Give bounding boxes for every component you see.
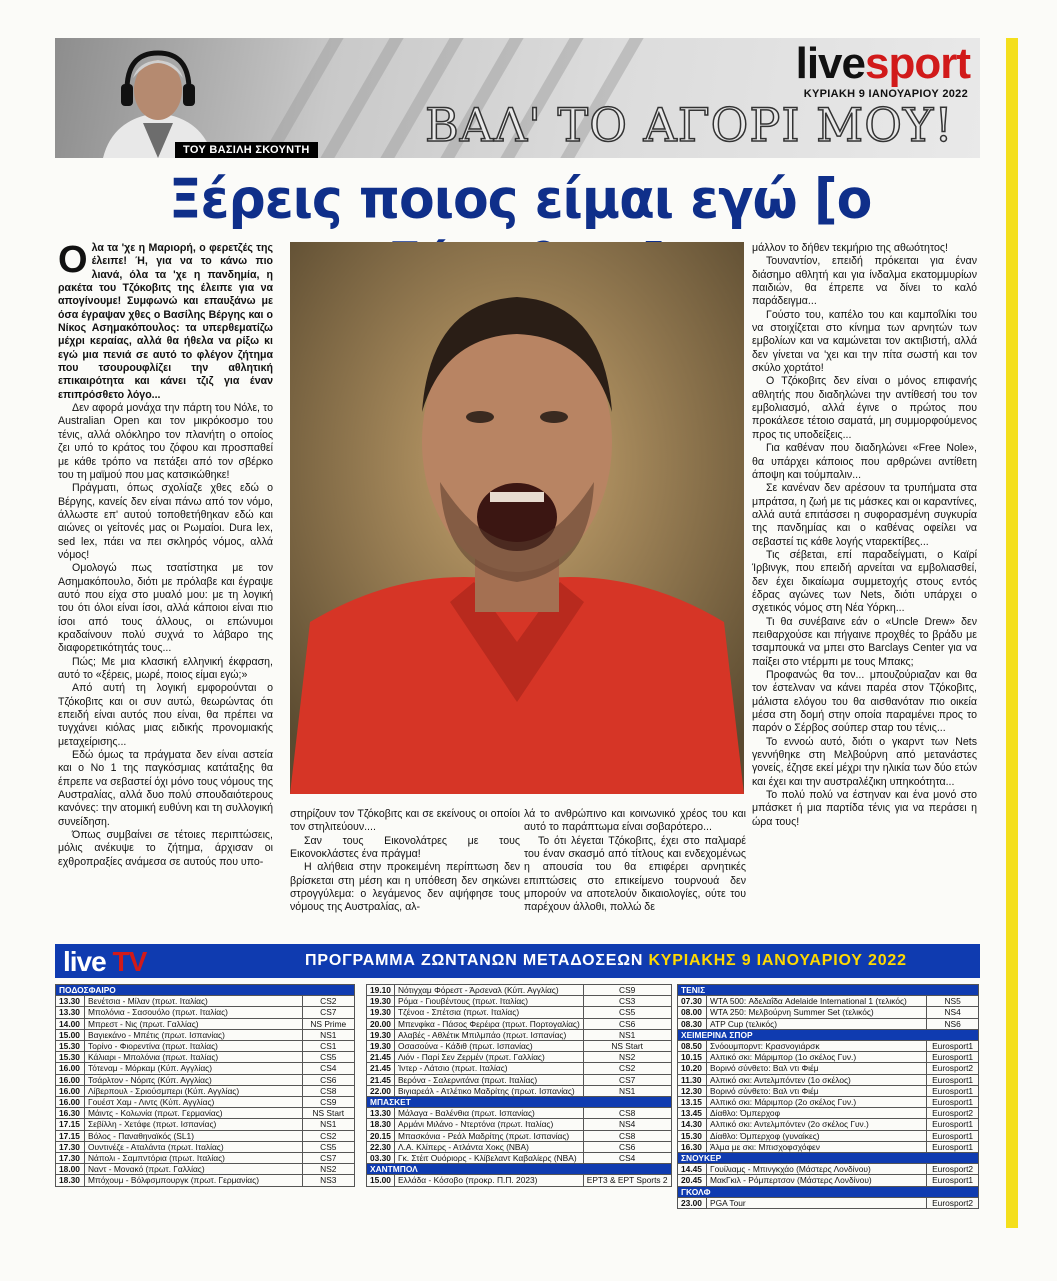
paragraph: Τι θα συνέβαινε εάν ο «Uncle Drew» δεν πειθαρχούσε και πήγαινε προχθές το βράδυ με τσαμπουκά να μπει στο Barclays Center για να παίξει στο ντέρμπι με τους Μπακς; [752,615,977,668]
listing-time: 21.45 [367,1074,395,1085]
listing-channel: Eurosport1 [927,1074,979,1085]
tv-listing-row [678,1018,979,1029]
tv-listing-row [678,1052,979,1063]
tv-listing-row [367,1153,672,1164]
listing-event: Αρμάνι Μιλάνο - Ντερτόνα (πρωτ. Ιταλίας) [394,1119,583,1130]
category-label: ΓΚΟΛΦ [678,1186,979,1197]
paragraph: Τις σέβεται, επί παραδείγματι, ο Καϊρί Ίρβινγκ, που επειδή αρνείται να εμβολιασθεί, δεν έχει δικαίωμα συμμετοχής στους εντός έδρας αγώνες των Nets, διότι υπάρχει ο σχετικός νόμος στη Νέα Υόρκη... [752,548,977,615]
tv-listing-row [56,1052,355,1063]
listing-event: Λ.Α. Κλίπερς - Ατλάντα Χοκς (NBA) [394,1141,583,1152]
listing-channel: Eurosport1 [927,1041,979,1052]
tv-listing-row [367,1074,672,1085]
paragraph: Για καθέναν που διαδηλώνει «Free Nole», θα υπάρχει κάποιος που αρθρώνει αντίθετη άποψη και τούμπαλιν... [752,442,977,481]
listing-event: Αλπικό σκι: Μάριμπορ (2ο σκέλος Γυν.) [707,1097,927,1108]
article-column-3 [524,808,746,915]
livetv-logo: live TV [63,946,147,977]
listing-time: 16.30 [56,1108,85,1119]
tv-listing-row [56,1141,355,1152]
listing-event: Τότεναμ - Μόρκαμ (Κύπ. Αγγλίας) [85,1063,303,1074]
listing-event: Γκ. Στέιτ Ουόριορς - Κλίβελαντ Καβαλίερς (NBA) [394,1153,583,1164]
listing-time: 15.30 [56,1041,85,1052]
listing-event: Λίβερπουλ - Σριούσμπερι (Κύπ. Αγγλίας) [85,1085,303,1096]
listing-channel: Eurosport2 [927,1164,979,1175]
tv-listing-row [367,1029,672,1040]
listing-channel: CS1 [302,1041,354,1052]
listing-time: 22.30 [367,1141,395,1152]
listing-channel: CS7 [302,1007,354,1018]
paragraph: Ολα τα 'χε η Μαριορή, ο φερετζές της έλειπε! Ή, για να το κάνω πιο λιανά, όλα τα 'χε η πανδημία, η ρακέτα του Τζόκοβιτς της έλειπε για να απογίνουμε! Συμφωνώ και επαυξάνω με όσα έγραψαν χθες ο Βασίλης Βέργης και ο Νίκος Ασημακόπουλος: τα υπερθεματίζω μέχρι κεραίας, αλλά θα ήθελα να ρίξω κι εγώ μια πενιά σε αυτό το φλέγον ζήτημα που τσουρουφλίζει την αθλητική επικαιρότητα και κάνει τζιζ για έναν επιπρόσθετο λόγο... [58,242,273,401]
listing-time: 08.50 [678,1041,707,1052]
listing-event: ATP Cup (τελικός) [707,1018,927,1029]
tv-listing-row [678,996,979,1007]
tv-listing-row [56,1108,355,1119]
listing-event: Μπολόνια - Σασουόλο (πρωτ. Ιταλίας) [85,1007,303,1018]
listing-event: Ναντ - Μονακό (πρωτ. Γαλλίας) [85,1164,303,1175]
listing-event: WTA 500: Αδελαΐδα Adelaide International 1 (τελικός) [707,996,927,1007]
listing-channel: CS8 [583,1108,671,1119]
listing-time: 13.45 [678,1108,707,1119]
tv-listing-row [56,1130,355,1141]
tv-listing-row [56,1041,355,1052]
listing-time: 19.10 [367,985,395,996]
paragraph: Όπως συμβαίνει σε τέτοιες περιπτώσεις, μόλις ανέκυψε το ζήτημα, άρχισαν οι εχθροπραξίες ανάμεσα σε αυτούς που υπο- [58,829,273,868]
paragraph: Η αλήθεια στην προκειμένη περίπτωση δεν βρίσκεται στη μέση και η υπόθεση δεν σηκώνει στρογγύλεμα: ο λεγάμενος δεν αψήφησε τους νόμους της Αυστραλίας, αλ- [290,861,520,914]
listing-channel: CS9 [583,985,671,996]
listing-channel: Eurosport1 [927,1119,979,1130]
listing-event: WTA 250: Μελβούρνη Summer Set (τελικός) [707,1007,927,1018]
tv-listing-row [678,1097,979,1108]
tv-category-header [678,1153,979,1164]
listing-time: 18.00 [56,1164,85,1175]
listing-event: Δίαθλο: Όμπερχοφ [707,1108,927,1119]
tv-listing-row [678,1041,979,1052]
listing-event: Σνόουμπορντ: Κρασνογιάρσκ [707,1041,927,1052]
listing-channel: Eurosport1 [927,1130,979,1141]
listing-event: Βορινό σύνθετο: Βαλ ντι Φιέμ [707,1085,927,1096]
tv-category-header [367,1164,672,1175]
listing-time: 10.20 [678,1063,707,1074]
listing-event: ΜακΓκιλ - Ρόμπερτσον (Μάστερς Λονδίνου) [707,1175,927,1186]
listing-time: 17.30 [56,1153,85,1164]
listing-event: Αλπικό σκι: Μάριμπορ (1ο σκέλος Γυν.) [707,1052,927,1063]
tv-category-header [678,1186,979,1197]
tv-listing-row [678,1119,979,1130]
listing-time: 23.00 [678,1197,707,1208]
paragraph: Ο Τζόκοβιτς δεν είναι ο μόνος επιφανής αθλητής που διαδηλώνει την αντίθεσή του τον εμβολιασμό, αλλά έγινε ο πρώτος που προκάλεσε τέτοιο σαματά, μη συμμορφούμενος προς τις υποδείξεις... [752,375,977,441]
listing-time: 22.00 [367,1085,395,1096]
category-label: ΤΕΝΙΣ [678,985,979,996]
listing-time: 19.30 [367,996,395,1007]
listing-event: Γουίλιαμς - Μπινγκχάο (Μάστερς Λονδίνου) [707,1164,927,1175]
listing-channel: NS1 [583,1029,671,1040]
tv-listing-row [678,1130,979,1141]
listing-time: 19.30 [367,1029,395,1040]
tv-listing-row [367,1041,672,1052]
listing-time: 19.30 [367,1041,395,1052]
listing-time: 07.30 [678,996,707,1007]
tv-listing-row [678,1085,979,1096]
listing-channel: NS1 [302,1029,354,1040]
paragraph: Σε κανέναν δεν αρέσουν τα τρυπήματα στα μπράτσα, η ζωή με τις μάσκες και οι καραντίνες, αλλά αυτά επιτάσσει η συφορασμένη συγκυρία της πανδημίας και ο καθένας οφείλει να σεβαστεί τις κάθε λογής νταρεκτίβες... [752,482,977,548]
listing-channel: CS4 [302,1063,354,1074]
listing-event: Βερόνα - Σαλερνιτάνα (πρωτ. Ιταλίας) [394,1074,583,1085]
listing-time: 13.15 [678,1097,707,1108]
listing-channel: CS6 [583,1141,671,1152]
listing-time: 17.15 [56,1119,85,1130]
listing-channel: Eurosport2 [927,1063,979,1074]
tv-category-header [367,1097,672,1108]
tv-category-header [678,1029,979,1040]
listing-channel: NS Start [302,1108,354,1119]
listing-event: Κάλιαρι - Μπολόνια (πρωτ. Ιταλίας) [85,1052,303,1063]
listing-event: Ελλάδα - Κόσοβο (προκρ. Π.Π. 2023) [394,1175,583,1186]
category-label: ΧΕΙΜΕΡΙΝΑ ΣΠΟΡ [678,1029,979,1040]
listing-channel: NS1 [583,1085,671,1096]
listing-event: Ίντερ - Λάτσιο (πρωτ. Ιταλίας) [394,1063,583,1074]
listing-time: 10.15 [678,1052,707,1063]
tv-listing-row [367,1108,672,1119]
tv-listing-row [56,1153,355,1164]
listing-channel: CS2 [302,996,354,1007]
paragraph: Εδώ όμως τα πράγματα δεν είναι αστεία και ο Νο 1 της παγκόσμιας κατάταξης θα έπρεπε να σεβαστεί όχι μόνο τους νόμους της Αυστραλίας, αλλά δυο πολύ σπουδαιότερους κανόνες: την ατομική ευθύνη και τη συλλογική συνείδηση. [58,749,273,828]
listing-event: Τορίνο - Φιορεντίνα (πρωτ. Ιταλίας) [85,1041,303,1052]
tv-listing-row [367,1141,672,1152]
listing-time: 15.30 [678,1130,707,1141]
listing-event: Σεβίλλη - Χετάφε (πρωτ. Ισπανίας) [85,1119,303,1130]
listing-time: 14.00 [56,1018,85,1029]
article-column-1 [58,242,273,932]
tv-listing-row [678,1175,979,1186]
paragraph: Ομολογώ πως τσατίστηκα με τον Ασημακόπουλο, διότι με πρόλαβε και έγραψε αυτό που είχα στο μυαλό μου: με τη λογική του ότι όλοι είναι ίσοι, αλλά κάποιοι είναι πιο ίσοι από τους άλλους, οι επώνυμοι κραδαίνουν πολύ συχνά το λάβαρο της διαφορετικότητάς τους... [58,562,273,655]
category-label: ΜΠΑΣΚΕΤ [367,1097,672,1108]
paragraph: Πώς; Με μια κλασική ελληνική έκφραση, αυτό το «ξέρεις, μωρέ, ποιος είμαι εγώ;» [58,655,273,681]
tv-listing-row [367,1007,672,1018]
listing-event: Ρόμα - Γιουβέντους (πρωτ. Ιταλίας) [394,996,583,1007]
tv-listing-row [367,1085,672,1096]
listing-channel: NS6 [927,1018,979,1029]
listing-channel: CS5 [583,1007,671,1018]
listing-channel: Eurosport1 [927,1085,979,1096]
tv-listing-row [56,1175,355,1186]
listing-time: 20.00 [367,1018,395,1029]
livesport-logo: livesport [795,39,970,88]
paragraph: Δεν αφορά μονάχα την πάρτη του Νόλε, το Australian Open και τον μικρόκοσμο του τένις, αλλά ολόκληρο τον πλανήτη ο οποίος ζει υπό το κράτος του ζόφου και προσπαθεί με κάθε τρόπο να πετάξει από τον σβέρκο του τη μαϊμού που μας κατσικώθηκε! [58,402,273,481]
paragraph: μάλλον το δήθεν τεκμήριο της αθωότητος! [752,242,948,254]
listing-channel: CS2 [583,1063,671,1074]
tv-listing-row [56,1119,355,1130]
listing-time: 16.00 [56,1097,85,1108]
listing-event: Μάιντς - Κολωνία (πρωτ. Γερμανίας) [85,1108,303,1119]
listing-time: 12.30 [678,1085,707,1096]
column-banner [55,38,980,158]
listing-event: Άλμα με σκι: Μπισχοφσχόφεν [707,1141,927,1152]
drop-cap: Ο [58,242,88,281]
listing-channel: CS5 [302,1141,354,1152]
listing-channel: NS1 [302,1119,354,1130]
tv-category-header [678,985,979,996]
listing-time: 13.30 [367,1108,395,1119]
listing-event: Βόλος - Παναθηναϊκός (SL1) [85,1130,303,1141]
listing-channel: NS4 [583,1119,671,1130]
listing-time: 17.15 [56,1130,85,1141]
listing-channel: Eurosport2 [927,1108,979,1119]
djokovic-photo [290,242,744,794]
listing-channel: CS5 [302,1052,354,1063]
tv-listing-row [367,1119,672,1130]
listing-time: 16.30 [678,1141,707,1152]
listing-event: Μπενφίκα - Πάσος Φερέιρα (πρωτ. Πορτογαλίας) [394,1018,583,1029]
listing-time: 03.30 [367,1153,395,1164]
tv-listing-row [56,1018,355,1029]
tv-listing-row [56,1029,355,1040]
category-label: ΠΟΔΟΣΦΑΙΡΟ [56,985,355,996]
category-label: ΧΑΝΤΜΠΟΛ [367,1164,672,1175]
listing-channel: CS4 [583,1153,671,1164]
tv-listing-row [678,1197,979,1208]
tv-listing-row [367,1063,672,1074]
listing-event: Νότιγχαμ Φόρεστ - Άρσεναλ (Κύπ. Αγγλίας) [394,985,583,996]
paragraph: Σαν τους Εικονολάτρες με τους Εικονοκλάστες ένα πράγμα! [290,834,520,861]
paragraph: Από αυτή τη λογική εμφορούνται ο Τζόκοβιτς και οι συν αυτώ, θεωρώντας ότι επειδή είναι αυτός που είναι, θα πρέπει να τυγχάνει κιόλας μιας ειδικής προνομιακής μεταχείρισης... [58,682,273,748]
tv-listing-row [56,1097,355,1108]
listing-event: Νάπολι - Σαμπντόρια (πρωτ. Ιταλίας) [85,1153,303,1164]
listing-channel: Eurosport2 [927,1197,979,1208]
tv-listing-row [678,1063,979,1074]
column-title: ΒΑΛ' ΤΟ ΑΓΟΡΙ ΜΟΥ! [425,98,954,152]
tv-listing-row [678,1108,979,1119]
listing-event: PGA Tour [707,1197,927,1208]
author-byline: ΤΟΥ ΒΑΣΙΛΗ ΣΚΟΥΝΤΗ [175,142,318,158]
listing-time: 17.30 [56,1141,85,1152]
listing-channel: ΕΡΤ3 & ΕΡΤ Sports 2 [583,1175,671,1186]
tv-listing-row [678,1007,979,1018]
tv-listing-row [678,1141,979,1152]
listing-channel: CS7 [583,1074,671,1085]
tv-listing-row [56,996,355,1007]
listing-channel: CS6 [583,1018,671,1029]
article-column-2 [290,808,520,915]
listing-channel: Eurosport1 [927,1097,979,1108]
listing-time: 11.30 [678,1074,707,1085]
tv-listings-col-1 [55,984,355,1187]
article-headline: Ξέρεις ποιος είμαι εγώ [ο [168,167,872,231]
issue-date: ΚΥΡΙΑΚΗ 9 ΙΑΝΟΥΑΡΙΟΥ 2022 [803,88,968,100]
paragraph: Γούστο του, καπέλο του και καμποΐλίκι του να στοιχίζεται στο κίνημα των αρνητών των εμβολίων και να καμώνεται τον ακτιβιστή, αλλά δεν γίνεται να 'χει και την πίτα σωστή και τον σκύλο χορτάτο! [752,308,977,375]
tv-category-header [56,985,355,996]
tv-listing-row [367,1175,672,1186]
tv-listings-col-2 [366,984,672,1187]
listing-event: Μπρεστ - Νις (πρωτ. Γαλλίας) [85,1018,303,1029]
paragraph: Το εννοώ αυτό, διότι ο γκαρντ των Nets γεννήθηκε στη Μελβούρνη από μετανάστες γονείς, έζησε εκεί μέχρι την ηλικία των δύο ετών και έχει και την αυστραλέζικη υπηκοότητα... [752,735,977,788]
listing-channel: NS2 [302,1164,354,1175]
listing-time: 16.00 [56,1063,85,1074]
paragraph: Τουναντίον, επειδή πρόκειται για έναν διάσημο αθλητή και για ίνδαλμα εκατομμυρίων παιδιών, θα έπρεπε να δίνει το καλό παράδειγμα... [752,255,977,308]
listing-event: Μπόχουμ - Βόλφσμπουργκ (πρωτ. Γερμανίας) [85,1175,303,1186]
listing-time: 08.00 [678,1007,707,1018]
listing-time: 20.45 [678,1175,707,1186]
listing-time: 16.00 [56,1085,85,1096]
listing-channel: CS3 [583,996,671,1007]
listing-time: 13.30 [56,1007,85,1018]
listing-event: Ουντινέζε - Αταλάντα (πρωτ. Ιταλίας) [85,1141,303,1152]
listing-channel: Eurosport1 [927,1175,979,1186]
side-accent-bar [1006,38,1018,1228]
tv-schedule-title: ΠΡΟΓΡΑΜΜΑ ΖΩΝΤΑΝΩΝ ΜΕΤΑΔΟΣΕΩΝ ΚΥΡΙΑΚΗΣ 9 ΙΑΝΟΥΑΡΙΟΥ 2022 [305,952,907,969]
listing-time: 20.15 [367,1130,395,1141]
tv-listing-row [56,1063,355,1074]
listing-channel: NS2 [583,1052,671,1063]
listing-time: 19.30 [367,1007,395,1018]
paragraph: Προφανώς θα τον... μπουζούριαζαν και θα τον έστελναν να κάνει παρέα στον Τζόκοβιτς, μάλιστα ελόγου του θα αισθανόταν πιο οικεία μέσα στη δομή στην οποία παραμένει προς το παρόν ο Σέρβος σούπερ σταρ του τένις... [752,669,977,735]
listing-channel: CS9 [302,1097,354,1108]
category-label: ΣΝΟΥΚΕΡ [678,1153,979,1164]
tv-listings-col-3 [677,984,979,1209]
listing-event: Γουέστ Χαμ - Λιντς (Κύπ. Αγγλίας) [85,1097,303,1108]
paragraph: Το ότι λέγεται Τζόκοβιτς, έχει στο παλμαρέ του έναν σκασμό από τίτλους και ενδεχομένως η απουσία του θα επιφέρει αρνητικές επιπτώσεις στο επικείμενο τουρνουά δεν μπορούν να αποτελούν δικαιολογίες, ούτε του παρέχουν άλλοθι, πολλώ δε [524,834,746,914]
listing-event: Βορινό σύνθετο: Βαλ ντι Φιέμ [707,1063,927,1074]
listing-time: 21.45 [367,1063,395,1074]
listing-event: Μπασκόνια - Ρεάλ Μαδρίτης (πρωτ. Ισπανίας) [394,1130,583,1141]
listing-channel: Eurosport1 [927,1052,979,1063]
listing-channel: NS3 [302,1175,354,1186]
listing-event: Οσασούνα - Κάδιθ (πρωτ. Ισπανίας) [394,1041,583,1052]
article-column-4 [752,242,977,932]
listing-time: 13.30 [56,996,85,1007]
listing-channel: CS8 [302,1085,354,1096]
listing-time: 16.00 [56,1074,85,1085]
listing-time: 14.30 [678,1119,707,1130]
tv-listing-row [678,1074,979,1085]
listing-channel: NS Prime [302,1018,354,1029]
paragraph: στηρίζουν τον Τζόκοβιτς και σε εκείνους οι οποίοι τον στηλιτεύουν.... [290,808,520,834]
listing-time: 15.00 [56,1029,85,1040]
listing-event: Τσάρλτον - Νόριτς (Κύπ. Αγγλίας) [85,1074,303,1085]
tv-schedule-header [55,944,980,978]
listing-event: Αλπικό σκι: Αντελμπόντεν (1ο σκέλος) [707,1074,927,1085]
listing-channel: CS6 [302,1074,354,1085]
tv-listing-row [678,1164,979,1175]
listing-time: 18.30 [367,1119,395,1130]
listing-event: Δίαθλο: Όμπερχοφ (γυναίκες) [707,1130,927,1141]
listing-event: Αλπικό σκι: Αντελμπόντεν (2ο σκέλος Γυν.) [707,1119,927,1130]
listing-channel: Eurosport1 [927,1141,979,1152]
tv-listing-row [367,1130,672,1141]
listing-time: 14.45 [678,1164,707,1175]
listing-channel: CS2 [302,1130,354,1141]
listing-event: Βαγιεκάνο - Μπέτις (πρωτ. Ισπανίας) [85,1029,303,1040]
tv-listing-row [56,1074,355,1085]
listing-channel: NS Start [583,1041,671,1052]
listing-channel: NS5 [927,996,979,1007]
listing-time: 21.45 [367,1052,395,1063]
listing-event: Βενέτσια - Μίλαν (πρωτ. Ιταλίας) [85,996,303,1007]
listing-event: Αλαβές - Αθλέτικ Μπιλμπάο (πρωτ. Ισπανίας) [394,1029,583,1040]
listing-time: 15.30 [56,1052,85,1063]
listing-channel: NS4 [927,1007,979,1018]
listing-event: Λιόν - Παρί Σεν Ζερμέν (πρωτ. Γαλλίας) [394,1052,583,1063]
tv-listing-row [367,985,672,996]
tv-listing-row [56,1164,355,1175]
tv-listing-row [367,1018,672,1029]
listing-channel: CS8 [583,1130,671,1141]
paragraph: λά το ανθρώπινο και κοινωνικό χρέος του και αυτό το παράπτωμα είναι σοβαρότερο... [524,808,746,834]
tv-listing-row [367,1052,672,1063]
listing-event: Τζένοα - Σπέτσια (πρωτ. Ιταλίας) [394,1007,583,1018]
listing-event: Μάλαγα - Βαλένθια (πρωτ. Ισπανίας) [394,1108,583,1119]
tv-listing-row [367,996,672,1007]
listing-channel: CS7 [302,1153,354,1164]
tv-listing-row [56,1085,355,1096]
paragraph: Πράγματι, όπως σχολίαζε χθες εδώ ο Βέργης, κανείς δεν είναι πάνω από τον νόμο, άλλωστε επ' αυτού τοποθετήθηκαν εδώ και αιώνες οι γείτονές μας οι Ρωμαίοι. Dura lex, sed lex, πάει να πει σκληρός νόμος, αλλά νόμος! [58,482,273,561]
listing-event: Βιγιαρεάλ - Ατλέτικο Μαδρίτης (πρωτ. Ισπανίας) [394,1085,583,1096]
listing-time: 15.00 [367,1175,395,1186]
paragraph: Το πολύ πολύ να έστηναν και ένα μονό στο μπάσκετ ή μια παρτίδα τένις για να περάσει η ώρα τους! [752,789,977,828]
listing-time: 08.30 [678,1018,707,1029]
tv-listing-row [56,1007,355,1018]
listing-time: 18.30 [56,1175,85,1186]
